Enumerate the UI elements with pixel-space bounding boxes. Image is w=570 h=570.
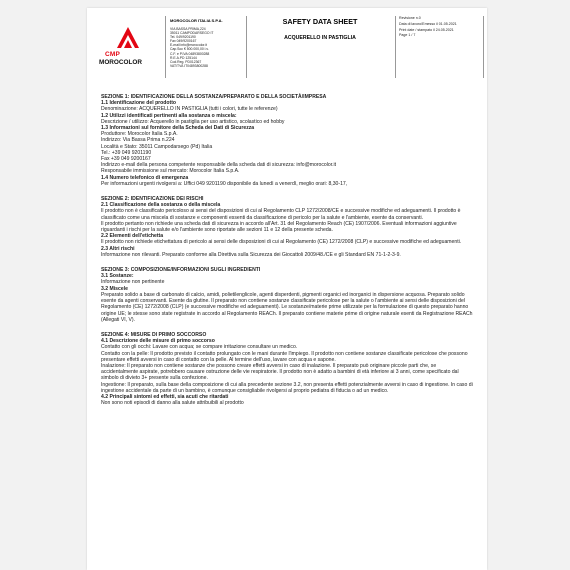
document-header (87, 8, 487, 85)
section-text: Responsabile immissione sul mercato: Morocolor Italia S.p.A. (101, 168, 240, 175)
section-text: Contatto con gli occhi: Lavare con acqua; se compare irritazione consultare un medico. (101, 344, 298, 351)
section-text: Per informazioni urgenti rivolgersi a: Uffici 049 9201190 disponibile da lunedì a venerdì, meglio orari: 8,30-17, (101, 180, 348, 187)
subsection-heading: 2.1 Classificazione della sostanza o della miscela (101, 202, 221, 209)
sds-page (87, 8, 487, 570)
logo-brand: MOROCOLOR (99, 59, 142, 66)
subsection-heading: 2.3 Altri rischi (101, 245, 135, 252)
company-address: VIA BASSA PRIMA,224 35011 CAMPODARSEGO IT Tel. 049/9201190 Fax 049/9200167 E-mail info@morocolor.it Cap.Soc € 500.000,00 i.v. C.F. e P.IVA 04893800288 R.E.A.PD 125144 Cod.Reg. PD012367 VAT/TVA IT04893800288 (170, 27, 214, 68)
product-name: ACQUERELLO IN PASTIGLIA (284, 35, 356, 41)
section-text: Denominazione: ACQUERELLO IN PASTIGLIA (tutti i colori, tutte le referenze) (101, 106, 278, 113)
section-text: Inalazione: Il preparato non contiene sostanze che possono creare effetti avversi in caso di inalazione. Il preparato può originare piccole parti che, se accidentalmente aspirate, potrebbero causare ostruzione delle vie respiratorie. Il prodotto non è adatto a bambini di età inferiore ai 3 anni, come specificato dal simbolo di divieto 3+ presente sulla confezione. (101, 362, 459, 382)
company-info (165, 16, 247, 78)
title-block (245, 16, 396, 78)
subsection-heading: 1.4 Numero telefonico di emergenza (101, 174, 189, 181)
section-text: Indirizzo: Via Bassa Prima n.224 (101, 137, 175, 144)
subsection-heading: 1.1 Identificazione del prodotto (101, 100, 176, 107)
section-text: Descrizione / utilizzo: Acquerello in pastiglia per uso artistico, scolastico ed hobby (101, 118, 285, 125)
section-text: Informazione non pertinente (101, 279, 165, 286)
section-heading: SEZIONE 3: COMPOSIZIONE/INFORMAZIONI SUGLI INGREDIENTI (101, 267, 261, 274)
print-date: Print date / stampato il 24.05.2021 (399, 27, 454, 32)
section-text: Informazione non rilevanti. Preparato conforme alla Direttiva sulla Sicurezza dei Giocattoli 2009/48./CE e gli Standard EN 71-1-2-3-9. (101, 251, 401, 258)
section-heading: SEZIONE 1: IDENTIFICAZIONE DELLA SOSTANZA/PREPARATO E DELLA SOCIETÀ/IMPRESA (101, 94, 327, 100)
revision-block (395, 16, 484, 78)
section-text: Indirizzo e-mail della persona competente responsabile della scheda dati di sicurezza: info@morocolor.it (101, 162, 337, 169)
revision-date: Data di lavoro/Emesso il 01.05.2021 (399, 21, 457, 26)
section-text: Produttore: Morocolor Italia S.p.A. (101, 131, 178, 138)
subsection-heading: 4.1 Descrizione delle misure di primo soccorso (101, 338, 215, 345)
section-text: Contatto con la pelle: Il prodotto previsto il contatto prolungato con le mani durante l'impiego. Il prodotto non contiene sostanze classificate pericolose che possono presentare effetti avversi in caso di contatto con la pelle. Al termine dell'uso, lavare con acqua e sapone. (101, 350, 468, 363)
section-text: Ingestione: Il preparato, sulla base della composizione di cui alla precedente sezione 3.2, non presenta effetti potenzialmente avversi in caso di ingestione. In caso di ingestione accidentale da parte di un bambino, è comunque consigliabile rivolgersi al proprio pediatra di fiducia o ad un medico. (101, 381, 473, 394)
section-heading: SEZIONE 2: IDENTIFICAZIONE DEI RISCHI (101, 196, 204, 203)
revision-number: Revisione n.0 (399, 16, 421, 20)
company-name: MOROCOLOR ITALIA S.P.A. (170, 18, 223, 23)
document-body (101, 94, 473, 406)
subsection-heading: 3.1 Sostanze: (101, 273, 134, 280)
subsection-heading: 1.3 Informazioni sul fornitore della Scheda dei Dati di Sicurezza (101, 125, 255, 132)
section-text: Località e Stato: 35011 Campodarsego (Pd) Italia (101, 143, 213, 150)
section-text: Fax +39 049 9200167 (101, 156, 151, 163)
section-text: Il prodotto non richiede etichettatura di pericolo ai sensi delle disposizioni di cui al Regolamento (CE) 1272/2008 (CLP) e successive modifiche ed adeguamenti. (101, 239, 462, 246)
section-text: Il prodotto pertanto non richiede una scheda dati di sicurezza in accordo all'Art. 31 del Regolamento Reach (CE) 1907/2006. Eventuali informazioni aggiuntive riguardanti i rischi per la salute e/o l'ambiente sono riportate alle sezioni 11 e 12 della presente scheda. (101, 220, 457, 234)
section-heading: SEZIONE 4: MISURE DI PRIMO SOCCORSO (101, 331, 207, 338)
logo-badge: CMP (105, 51, 121, 58)
section-text: Tel.: +39 049 9201190 (101, 149, 152, 156)
section-text: Preparato solido a base di carbonato di calcio, amidi, polietilenglicole, agenti disperdenti, pigmenti organici ed inorganici in dispersione acquosa. Preparato solido esente da agenti conservanti. Esente da glutine. Il preparato non contiene sostanze classificate pericolose per la salute o l'ambiente ai sensi delle disposizioni del Regolamento (CE) 1272/2008 (CLP) (e successive modifiche ed adeguamenti). Le sostanze/materie prime utilizzate per la formulazione di questo preparato hanno origine UE; le stesse sono state registrate in accordo al Regolamento REACh. Il preparato contiene materie prime di origine naturale esenti da Registrazione REACh (Allegati VI, V). (101, 291, 473, 323)
subsection-heading: 3.2 Miscele (101, 285, 128, 292)
section-text: Il prodotto non è classificato pericoloso ai sensi del disposizioni di cui al Regolamento CLP 1272/2008/CE e successive modifiche ed adeguamenti. Il prodotto è classificato come una miscela di sostanze e componenti essenti da classificazione di pericolo per la salute e l'ambiente, esente da conservanti. (101, 208, 461, 221)
document-title: SAFETY DATA SHEET (282, 17, 358, 26)
page-number: Page 1 / 7 (399, 33, 416, 38)
subsection-heading: 2.2 Elementi dell'etichetta (101, 233, 164, 240)
subsection-heading: 1.2 Utilizzi identificati pertinenti alla sostanza o miscela: (101, 112, 237, 119)
subsection-heading: 4.2 Principali sintomi ed effetti, sia acuti che ritardati (101, 393, 229, 400)
section-text: Non sono noti episodi di danno alla salute attribuibili al prodotto (101, 400, 244, 407)
